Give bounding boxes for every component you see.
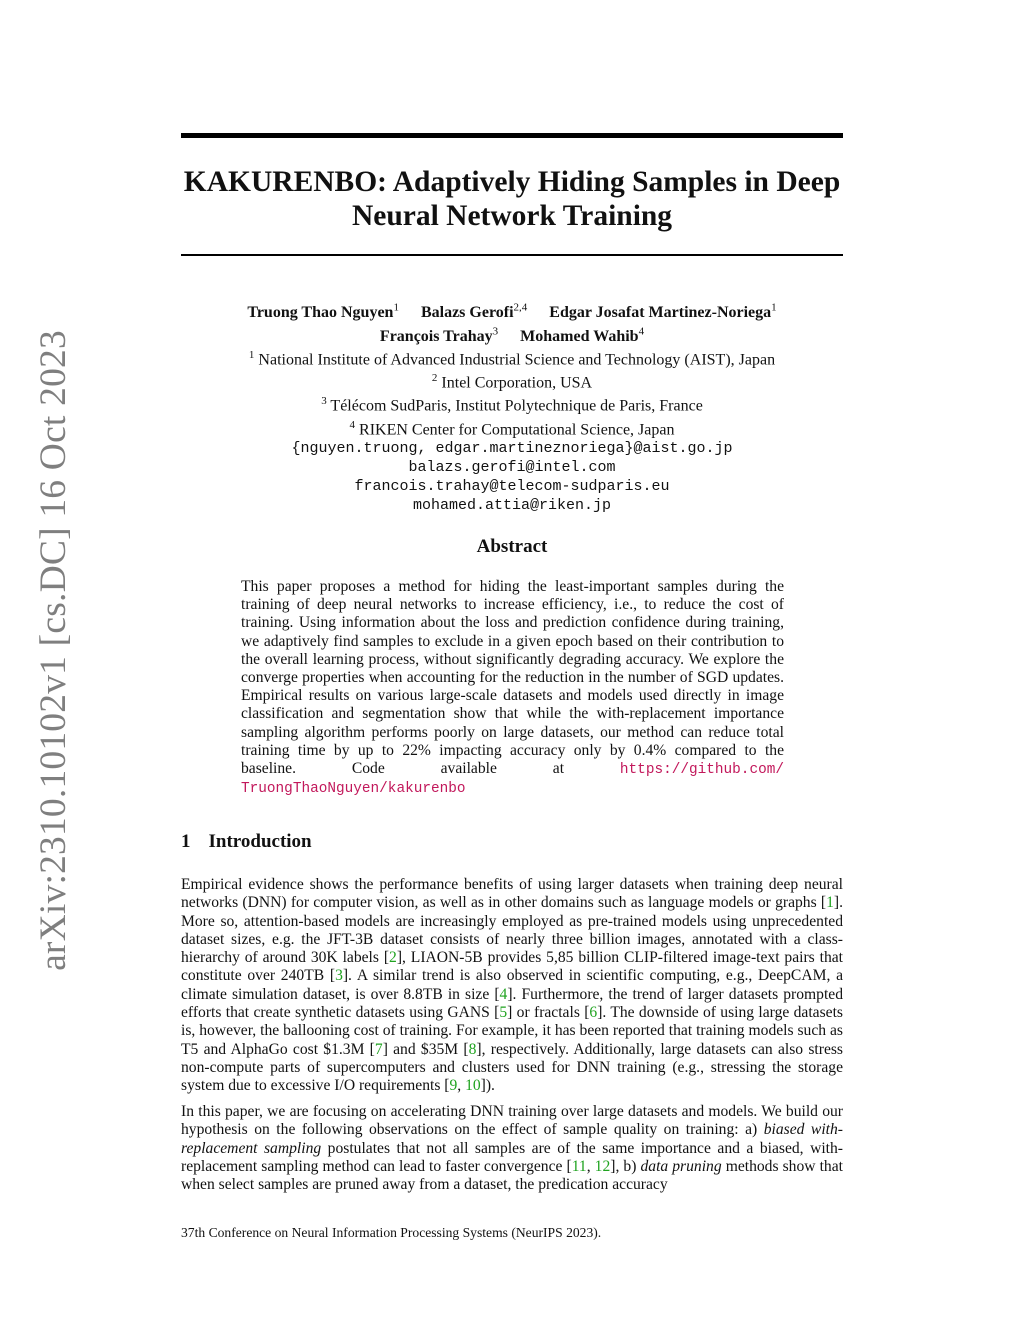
title-line-1: KAKURENBO: Adaptively Hiding Samples in Deep <box>183 166 841 198</box>
author: Truong Thao Nguyen$^1$ <box>247 302 399 322</box>
paper-title <box>181 165 843 233</box>
author-block <box>181 299 843 515</box>
paragraph-text: , <box>586 1157 595 1175</box>
author: Balazs Gerofi$^{2,4}$ <box>420 302 528 322</box>
email: {nguyen.truong, edgar.martineznoriega}@aist.go.jp <box>291 439 733 457</box>
paragraph-text: ]. The downside of using large datasets is, however, the ballooning cost of training. For example, it has been reported that training models such as T5 and AlphaGo cost $1.3M [ <box>181 1004 843 1058</box>
intro-paragraph-1 <box>181 876 843 1096</box>
paragraph-text: ]. More so, attention-based models are increasingly employed as pre-trained models using unprecedented dataset sizes, e.g. the JFT-3B dataset consists of nearly three billion images, annotated with a class-hierarchy of around 30K labels [ <box>181 894 843 967</box>
author: Edgar Josafat Martinez-Noriega$^1$ <box>549 302 777 322</box>
affiliation: $^1$ National Institute of Advanced Industrial Science and Technology (AIST), Japan <box>248 348 776 368</box>
citation-link[interactable]: 11 <box>571 1157 587 1175</box>
author: François Trahay$^3$ <box>379 325 499 345</box>
section-heading <box>181 831 312 853</box>
paragraph-text: Empirical evidence shows the performance benefits of using larger datasets when training deep neural networks (DNN) for computer vision, as well as in other domains such as language models or graphs [ <box>181 876 843 912</box>
email: francois.trahay@telecom-sudparis.eu <box>354 477 670 495</box>
paragraph-text: ]. Furthermore, the trend of larger datasets prompted efforts that create synthetic datasets using GANS [ <box>181 985 843 1022</box>
paragraph-text: ], b) <box>610 1157 641 1175</box>
citation-link[interactable]: 1 <box>826 894 834 912</box>
email: balazs.gerofi@intel.com <box>408 458 616 476</box>
citation-link[interactable]: 5 <box>499 1004 508 1022</box>
arxiv-id: arXiv:2310.10102v1 [cs.DC] 16 Oct 2023 <box>32 329 74 971</box>
affiliation: $^4$ RIKEN Center for Computational Science, Japan <box>349 418 675 438</box>
emphasis-text: data pruning <box>640 1157 722 1175</box>
paragraph-text: ], respectively. Additionally, large datasets can also stress non-compute parts of supercomputers and clusters used for DNN training (e.g., stressing the storage system due to excessive I/O requirements [ <box>181 1040 844 1095</box>
email: mohamed.attia@riken.jp <box>412 496 612 514</box>
section-number: 1 <box>181 831 191 852</box>
paragraph-text: ] and $35M [ <box>382 1040 469 1058</box>
citation-link[interactable]: 8 <box>468 1040 477 1058</box>
section-title: Introduction <box>208 831 312 852</box>
paragraph-text: ] or fractals [ <box>507 1004 590 1022</box>
citation-link[interactable]: 3 <box>335 967 343 985</box>
paragraph-text: ]). <box>480 1077 495 1095</box>
arxiv-stamp <box>22 329 84 971</box>
author-row-2 <box>181 322 843 345</box>
emphasis-text: biased with-replacement sampling <box>181 1121 843 1157</box>
conference-footnote: 37th Conference on Neural Information Processing Systems (NeurIPS 2023). <box>181 1225 602 1240</box>
citation-link[interactable]: 4 <box>499 985 508 1003</box>
author: Mohamed Wahib$^4$ <box>520 325 645 345</box>
citation-link[interactable]: 9 <box>449 1077 458 1095</box>
title-line-2: Neural Network Training <box>351 200 673 232</box>
intro-paragraph-2 <box>181 1103 843 1194</box>
paragraph-text: , <box>457 1077 466 1095</box>
paragraph-text: methods show that when select samples are pruned away from a dataset, the predication accuracy <box>181 1157 843 1194</box>
code-link[interactable]: https://github.com/ <box>619 762 784 779</box>
title-rule-top <box>181 133 843 138</box>
title-rule-bottom <box>181 254 843 256</box>
paragraph-text: ]. A similar trend is also observed in scientific computing, e.g., DeepCAM, a climate simulation dataset, is over 8.8TB in size [ <box>181 967 843 1003</box>
citation-link[interactable]: 12 <box>594 1157 611 1175</box>
abstract-text: This paper proposes a method for hiding the least-important samples during the training of deep neural networks to increase efficiency, i.e., to reduce the cost of training. Using information about the loss and prediction confidence during training, we adaptively find samples to exclude in a given epoch based on their contribution to the overall learning process, without significantly degrading accuracy. We explore the converge properties when accounting for the reduction in the number of SGD updates. Empirical results on various large-scale datasets and models used directly in image classification and segmentation show that while the with-replacement importance sampling algorithm performs poorly on large datasets, our method can reduce total training time by up to 22% impacting accuracy only by 0.4% compared to the baseline. Code available at <box>241 578 784 778</box>
citation-link[interactable]: 7 <box>374 1040 383 1058</box>
affiliation: $^2$ Intel Corporation, USA <box>431 371 593 392</box>
citation-link[interactable]: 2 <box>389 949 397 967</box>
paragraph-text: postulates that not all samples are of the same importance and a biased, with-replacement sampling method can lead to faster convergence [ <box>181 1139 843 1175</box>
paragraph-text: ], LIAON-5B provides 5,85 billion CLIP-filtered image-text pairs that constitute over 240TB [ <box>181 949 844 985</box>
abstract-heading: Abstract <box>476 536 548 557</box>
citation-link[interactable]: 6 <box>589 1004 598 1022</box>
code-link-cont[interactable]: TruongThaoNguyen/kakurenbo <box>241 781 466 798</box>
citation-link[interactable]: 10 <box>465 1077 481 1095</box>
author-row-1 <box>181 299 843 322</box>
paragraph-text: In this paper, we are focusing on accelerating DNN training over large datasets and models. We build our hypothesis on the following observations on the effect of sample quality on training: a) <box>181 1103 843 1139</box>
abstract <box>241 578 784 798</box>
affiliation: $^3$ Télécom SudParis, Institut Polytechnique de Paris, France <box>321 395 703 415</box>
